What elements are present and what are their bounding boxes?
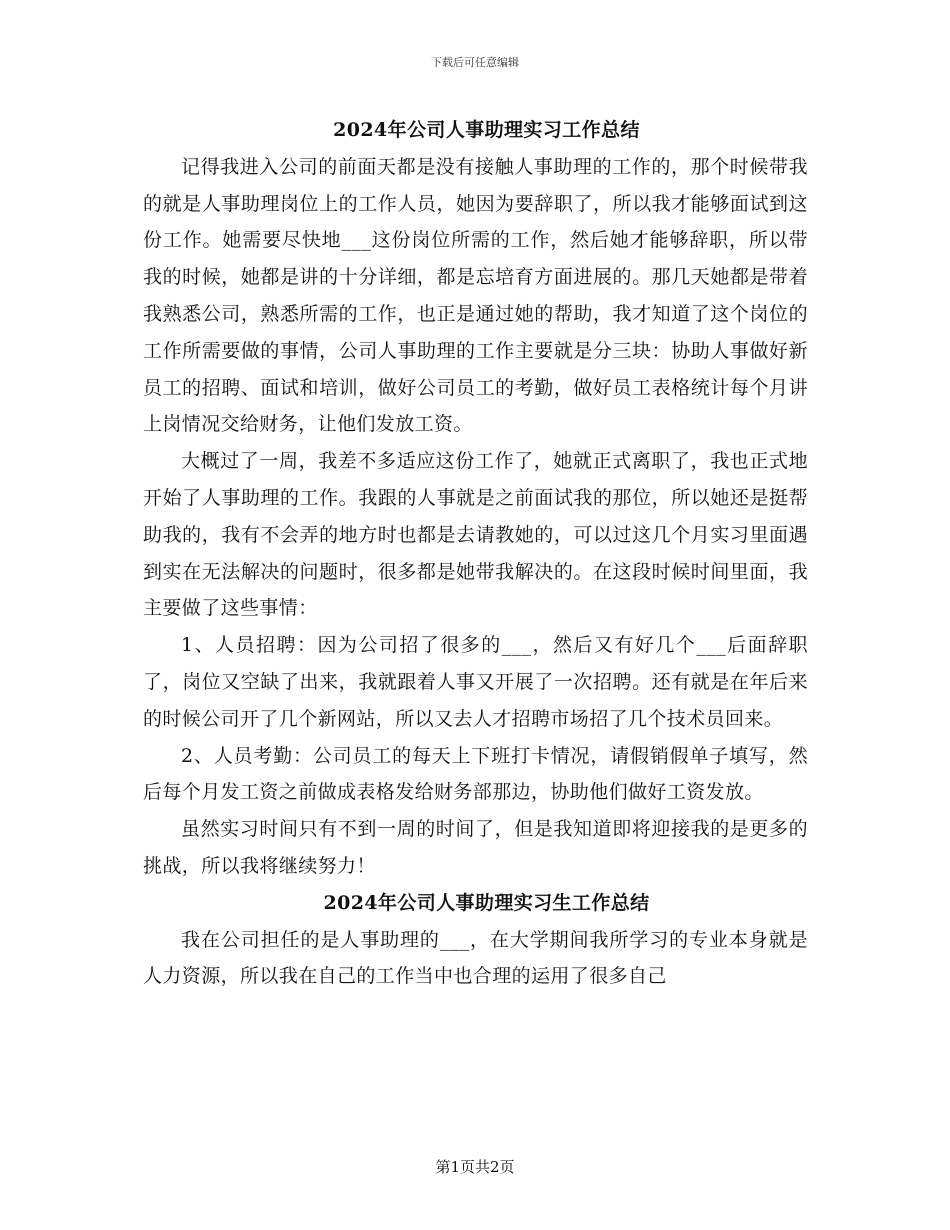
document-title-1: 2024年公司人事助理实习工作总结 [333,119,640,141]
list-item-recruitment: 1、人员招聘：因为公司招了很多的___，然后又有好几个___后面辞职了，岗位又空缺了出来，我就跟着人事又开展了一次招聘。还有就是在年后来的时候公司开了几个新网站，所以又去人才招聘市场招了几个技术员回来。 [143,634,808,730]
page-number: 第1页共2页 [435,1158,515,1176]
document-title-2: 2024年公司人事助理实习生工作总结 [323,891,650,914]
header-note: 下载后可任意编辑 [431,56,519,69]
document-body [143,112,808,995]
paragraph: 我在公司担任的是人事助理的___，在大学期间我所学习的专业本身就是人力资源，所以我在自己的工作当中也合理的运用了很多自己 [143,928,808,988]
paragraph: 虽然实习时间只有不到一周的时间了，但是我知道即将迎接我的是更多的挑战，所以我将继续努力！ [143,818,808,877]
paragraph: 大概过了一周，我差不多适应这份工作了，她就正式离职了，我也正式地开始了人事助理的工作。我跟的人事就是之前面试我的那位，所以她还是挺帮助我的，我有不会弄的地方时也都是去请教她的，可以过这几个月实习里面遇到实在无法解决的问题时，很多都是她带我解决的。在这段时候时间里面，我主要做了这些事情： [143,450,808,620]
paragraph: 记得我进入公司的前面天都是没有接触人事助理的工作的，那个时候带我的就是人事助理岗位上的工作人员，她因为要辞职了，所以我才能够面试到这份工作。她需要尽快地___这份岗位所需的工作，然后她才能够辞职，所以带我的时候，她都是讲的十分详细，都是忘培育方面进展的。那几天她都是带着我熟悉公司，熟悉所需的工作，也正是通过她的帮助，我才知道了这个岗位的工作所需要做的事情，公司人事助理的工作主要就是分三块：协助人事做好新员工的招聘、面试和培训，做好公司员工的考勤，做好员工表格统计每个月讲上岗情况交给财务，让他们发放工资。 [143,155,808,436]
list-item-attendance: 2、人员考勤：公司员工的每天上下班打卡情况，请假销假单子填写，然后每个月发工资之前做成表格发给财务部那边，协助他们做好工资发放。 [143,744,808,804]
